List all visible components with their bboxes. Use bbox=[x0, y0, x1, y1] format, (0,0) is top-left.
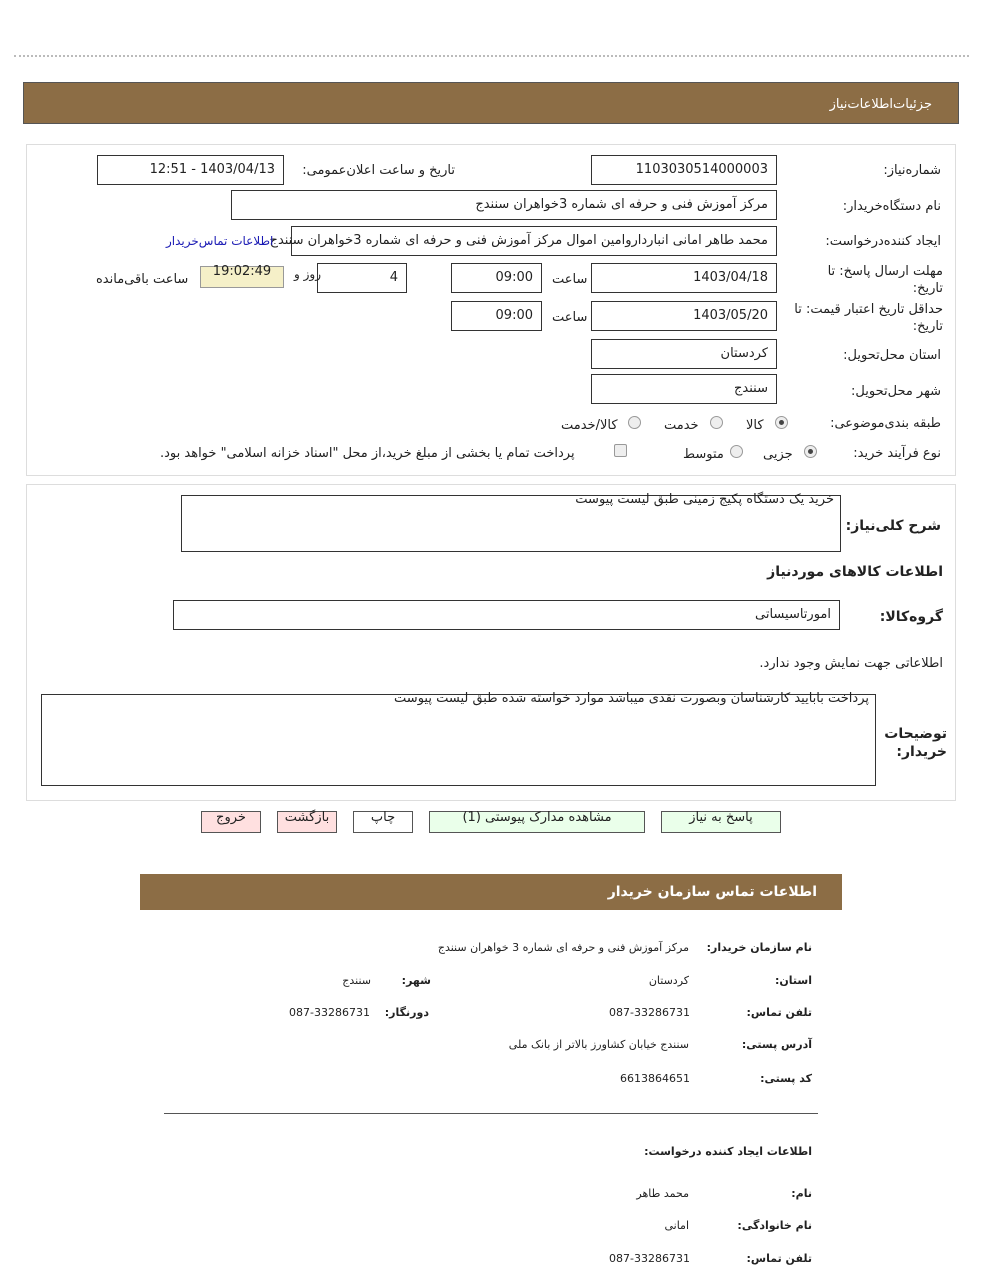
category-radio-both[interactable] bbox=[628, 416, 641, 429]
contact-title: اطلاعات تماس سازمان خریدار bbox=[607, 884, 817, 900]
reply-button[interactable]: پاسخ به نیاز bbox=[661, 811, 781, 833]
contact-header bbox=[140, 874, 842, 910]
contact-fax-label: دورنگار: bbox=[384, 1006, 429, 1019]
validity-time-label: ساعت bbox=[552, 310, 588, 325]
province-label: استان محل‌تحویل: bbox=[843, 348, 941, 363]
category-radio-goods[interactable] bbox=[775, 416, 788, 429]
exit-button[interactable]: خروج bbox=[201, 811, 261, 833]
creator-name-label: نام: bbox=[791, 1187, 812, 1200]
treasury-checkbox[interactable] bbox=[614, 444, 627, 457]
buyer-org-label: نام دستگاه‌خریدار: bbox=[842, 199, 941, 214]
need-number-label: شماره‌نیاز: bbox=[883, 163, 941, 178]
contact-phone-label: تلفن تماس: bbox=[746, 1006, 812, 1019]
need-number-field: 1103030514000003 bbox=[591, 155, 777, 185]
buyer-org-field: مرکز آموزش فنی و حرفه ای شماره 3خواهران سنندج bbox=[231, 190, 777, 220]
contact-city-value: سنندج bbox=[342, 974, 371, 987]
contact-province-label: استان: bbox=[775, 974, 812, 987]
validity-date-field: 1403/05/20 bbox=[591, 301, 777, 331]
process-radio-minor[interactable] bbox=[804, 445, 817, 458]
page-title: جزئیات‌اطلاعات‌نیاز bbox=[829, 97, 932, 112]
contact-org-label: نام سازمان خریدار: bbox=[706, 941, 812, 954]
contact-phone-value: 087-33286731 bbox=[609, 1006, 690, 1019]
deadline-time-field: 09:00 bbox=[451, 263, 542, 293]
buyer-notes-textarea[interactable] bbox=[41, 691, 876, 786]
back-button[interactable]: بازگشت bbox=[277, 811, 337, 833]
category-option-goods: کالا bbox=[746, 418, 764, 433]
announce-date-field: 1403/04/13 - 12:51 bbox=[97, 155, 284, 185]
province-field: کردستان bbox=[591, 339, 777, 369]
countdown-timer: 19:02:49 bbox=[200, 266, 284, 288]
contact-postal-value: 6613864651 bbox=[620, 1072, 690, 1085]
goods-group-label: گروه‌کالا: bbox=[879, 609, 943, 625]
validity-time-field: 09:00 bbox=[451, 301, 542, 331]
contact-city-label: شهر: bbox=[401, 974, 431, 987]
city-label: شهر محل‌تحویل: bbox=[851, 384, 941, 399]
creator-phone-value: 087-33286731 bbox=[609, 1252, 690, 1265]
creator-title: اطلاعات ایجاد کننده درخواست: bbox=[644, 1145, 812, 1158]
contact-address-label: آدرس پستی: bbox=[741, 1038, 812, 1051]
deadline-label-line1: مهلت ارسال پاسخ: تا bbox=[827, 264, 943, 279]
requester-field: محمد طاهر امانی انباردارو‌امین اموال مرکز آموزش فنی و حرفه ای شماره 3خواهران سنندج bbox=[291, 226, 777, 256]
deadline-label-line2: تاریخ: bbox=[912, 281, 943, 296]
attachments-button[interactable]: مشاهده مدارک پیوستی (1) bbox=[429, 811, 645, 833]
buyer-notes-label bbox=[884, 725, 947, 761]
contact-fax-value: 087-33286731 bbox=[289, 1006, 370, 1019]
process-option-minor: جزیی bbox=[763, 447, 793, 462]
requester-label: ایجاد کننده‌درخواست: bbox=[825, 234, 941, 249]
category-option-service: خدمت bbox=[664, 418, 699, 433]
contact-divider bbox=[164, 1113, 818, 1114]
deadline-date-field: 1403/04/18 bbox=[591, 263, 777, 293]
description-textarea[interactable] bbox=[181, 492, 841, 552]
announce-date-label: تاریخ و ساعت اعلان‌عمومی: bbox=[302, 163, 455, 178]
contact-postal-label: کد پستی: bbox=[760, 1072, 812, 1085]
contact-org-value: مرکز آموزش فنی و حرفه ای شماره 3 خواهران سنندج bbox=[437, 941, 689, 954]
buyer-notes-text: پرداخت بابایید کارشناسان وبصورت نقدی میباشد موارد خواسته شده طبق لیست پیوست bbox=[394, 691, 869, 706]
creator-family-label: نام خانوادگی: bbox=[737, 1219, 812, 1232]
category-radio-service[interactable] bbox=[710, 416, 723, 429]
deadline-label bbox=[828, 263, 943, 297]
description-label: شرح کلی‌نیاز: bbox=[845, 518, 941, 534]
category-option-both: کالا/خدمت bbox=[561, 418, 618, 433]
buyer-notes-label-line1: توضیحات bbox=[884, 726, 947, 742]
top-divider bbox=[14, 55, 969, 57]
creator-name-value: محمد طاهر bbox=[636, 1187, 689, 1200]
no-info-text: اطلاعاتی جهت نمایش وجود ندارد. bbox=[759, 656, 943, 671]
creator-family-value: امانی bbox=[664, 1219, 689, 1232]
process-option-medium: متوسط bbox=[683, 447, 724, 462]
validity-label-line1: حداقل تاریخ اعتبار قیمت: تا bbox=[794, 302, 943, 317]
contact-province-value: کردستان bbox=[648, 974, 689, 987]
page-header bbox=[23, 82, 959, 124]
remaining-label: ساعت باقی‌مانده bbox=[96, 272, 189, 287]
deadline-time-label: ساعت bbox=[552, 272, 588, 287]
goods-info-title: اطلاعات کالاهای مورد‌نیاز bbox=[767, 564, 943, 580]
days-label: روز و bbox=[294, 267, 321, 281]
contact-address-value: سنندج خیابان کشاورز بالاتر از بانک ملی bbox=[508, 1038, 689, 1051]
description-text: خرید یک دستگاه پکیج زمینی طبق لیست پیوست bbox=[575, 492, 834, 507]
buyer-notes-label-line2: خریدار: bbox=[896, 744, 947, 760]
validity-label-line2: تاریخ: bbox=[912, 319, 943, 334]
treasury-text: پرداخت تمام یا بخشی از مبلغ خرید،از محل "اسناد خزانه اسلامی" خواهد بود. bbox=[160, 446, 575, 461]
print-button[interactable]: چاپ bbox=[353, 811, 413, 833]
process-label: نوع فرآیند خرید: bbox=[853, 446, 941, 461]
process-radio-medium[interactable] bbox=[730, 445, 743, 458]
creator-phone-label: تلفن تماس: bbox=[746, 1252, 812, 1265]
validity-label bbox=[794, 301, 943, 335]
goods-group-field: امور‌تاسیساتی bbox=[173, 600, 840, 630]
days-remaining-field: 4 bbox=[317, 263, 407, 293]
buyer-contact-link[interactable]: اطلاعات تماس‌خریدار bbox=[166, 234, 274, 248]
city-field: سنندج bbox=[591, 374, 777, 404]
category-label: طبقه بندی‌موضوعی: bbox=[830, 416, 941, 431]
